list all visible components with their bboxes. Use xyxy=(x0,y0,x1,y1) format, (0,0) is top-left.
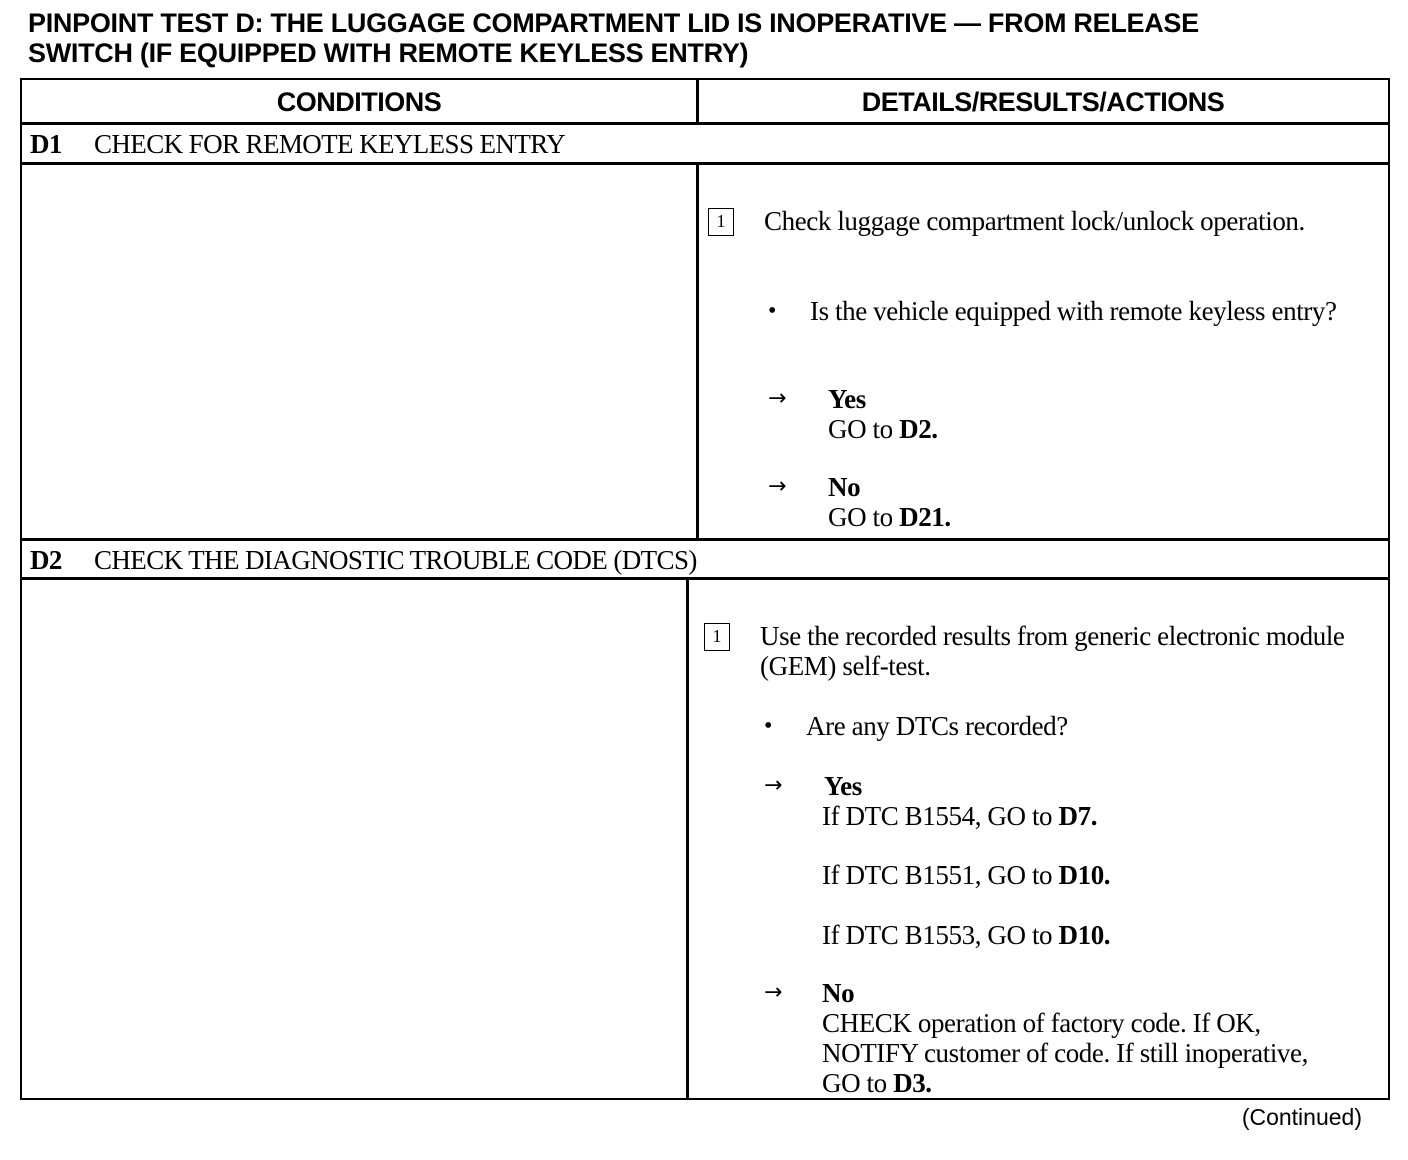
no-action-d2-prefix: CHECK operation of factory code. If OK, NOTIFY customer of code. If still inoperative, GO to xyxy=(822,1008,1308,1098)
yes-action-d2-1-target: D7. xyxy=(1058,801,1098,831)
step-box-d1: 1 xyxy=(708,208,734,236)
arrow-icon: → xyxy=(768,474,787,499)
no-action-d1-target: D21. xyxy=(899,502,951,532)
section-header-d2 xyxy=(30,540,697,578)
yes-action-d2-2 xyxy=(822,860,1110,890)
yes-action-d2-2-prefix: If DTC B1551, GO to xyxy=(822,860,1059,890)
column-header-conditions: CONDITIONS xyxy=(276,87,442,117)
title-line-1: PINPOINT TEST D: THE LUGGAGE COMPARTMENT LID IS INOPERATIVE — FROM RELEASE xyxy=(28,8,1199,38)
continued-note: (Continued) xyxy=(1241,1104,1362,1130)
question-d1: Is the vehicle equipped with remote keyless entry? xyxy=(810,296,1337,326)
yes-action-d2-2-target: D10. xyxy=(1058,860,1111,890)
no-action-d1-prefix: GO to xyxy=(828,502,900,532)
column-divider-d1 xyxy=(696,164,699,538)
column-header-details: DETAILS/RESULTS/ACTIONS xyxy=(861,87,1225,117)
step-box-d2: 1 xyxy=(704,623,730,651)
column-divider-d2 xyxy=(686,579,689,1100)
section-heading-d2: CHECK THE DIAGNOSTIC TROUBLE CODE (DTCS) xyxy=(94,545,697,575)
yes-label-d2: Yes xyxy=(824,771,862,801)
no-label-d1: No xyxy=(828,472,861,502)
section-heading-d1: CHECK FOR REMOTE KEYLESS ENTRY xyxy=(94,129,566,159)
bullet-d1: • xyxy=(768,298,777,324)
no-action-d2-target: D3. xyxy=(893,1068,932,1098)
yes-action-d1-target: D2. xyxy=(899,414,938,444)
bullet-d2: • xyxy=(764,713,773,739)
step-text-d2: Use the recorded results from generic electronic module (GEM) self-test. xyxy=(760,621,1345,681)
yes-action-d1-prefix: GO to xyxy=(828,414,900,444)
yes-action-d2-1 xyxy=(822,801,1097,831)
section-id-d1: D1 xyxy=(30,129,62,159)
no-action-d2 xyxy=(822,1008,1342,1098)
no-action-d1 xyxy=(828,502,951,532)
arrow-icon: → xyxy=(764,980,783,1005)
pinpoint-table xyxy=(20,78,1390,1100)
column-divider-header xyxy=(696,80,699,124)
yes-label-d1: Yes xyxy=(828,384,866,414)
section-header-d1 xyxy=(30,124,565,162)
no-label-d2: No xyxy=(822,978,855,1008)
arrow-icon: → xyxy=(764,773,783,798)
yes-action-d2-3-target: D10. xyxy=(1058,920,1111,950)
yes-action-d2-1-prefix: If DTC B1554, GO to xyxy=(822,801,1059,831)
arrow-icon: → xyxy=(768,386,787,411)
section-d1-divider xyxy=(22,162,1388,165)
section-d2-divider xyxy=(22,577,1388,580)
title-line-2: SWITCH (IF EQUIPPED WITH REMOTE KEYLESS ENTRY) xyxy=(28,38,749,68)
yes-action-d1 xyxy=(828,414,938,444)
page-title xyxy=(28,8,1398,68)
section-id-d2: D2 xyxy=(30,545,62,575)
question-d2: Are any DTCs recorded? xyxy=(806,711,1068,741)
yes-action-d2-3 xyxy=(822,920,1110,950)
yes-action-d2-3-prefix: If DTC B1553, GO to xyxy=(822,920,1059,950)
step-text-d1: Check luggage compartment lock/unlock operation. xyxy=(764,206,1305,236)
